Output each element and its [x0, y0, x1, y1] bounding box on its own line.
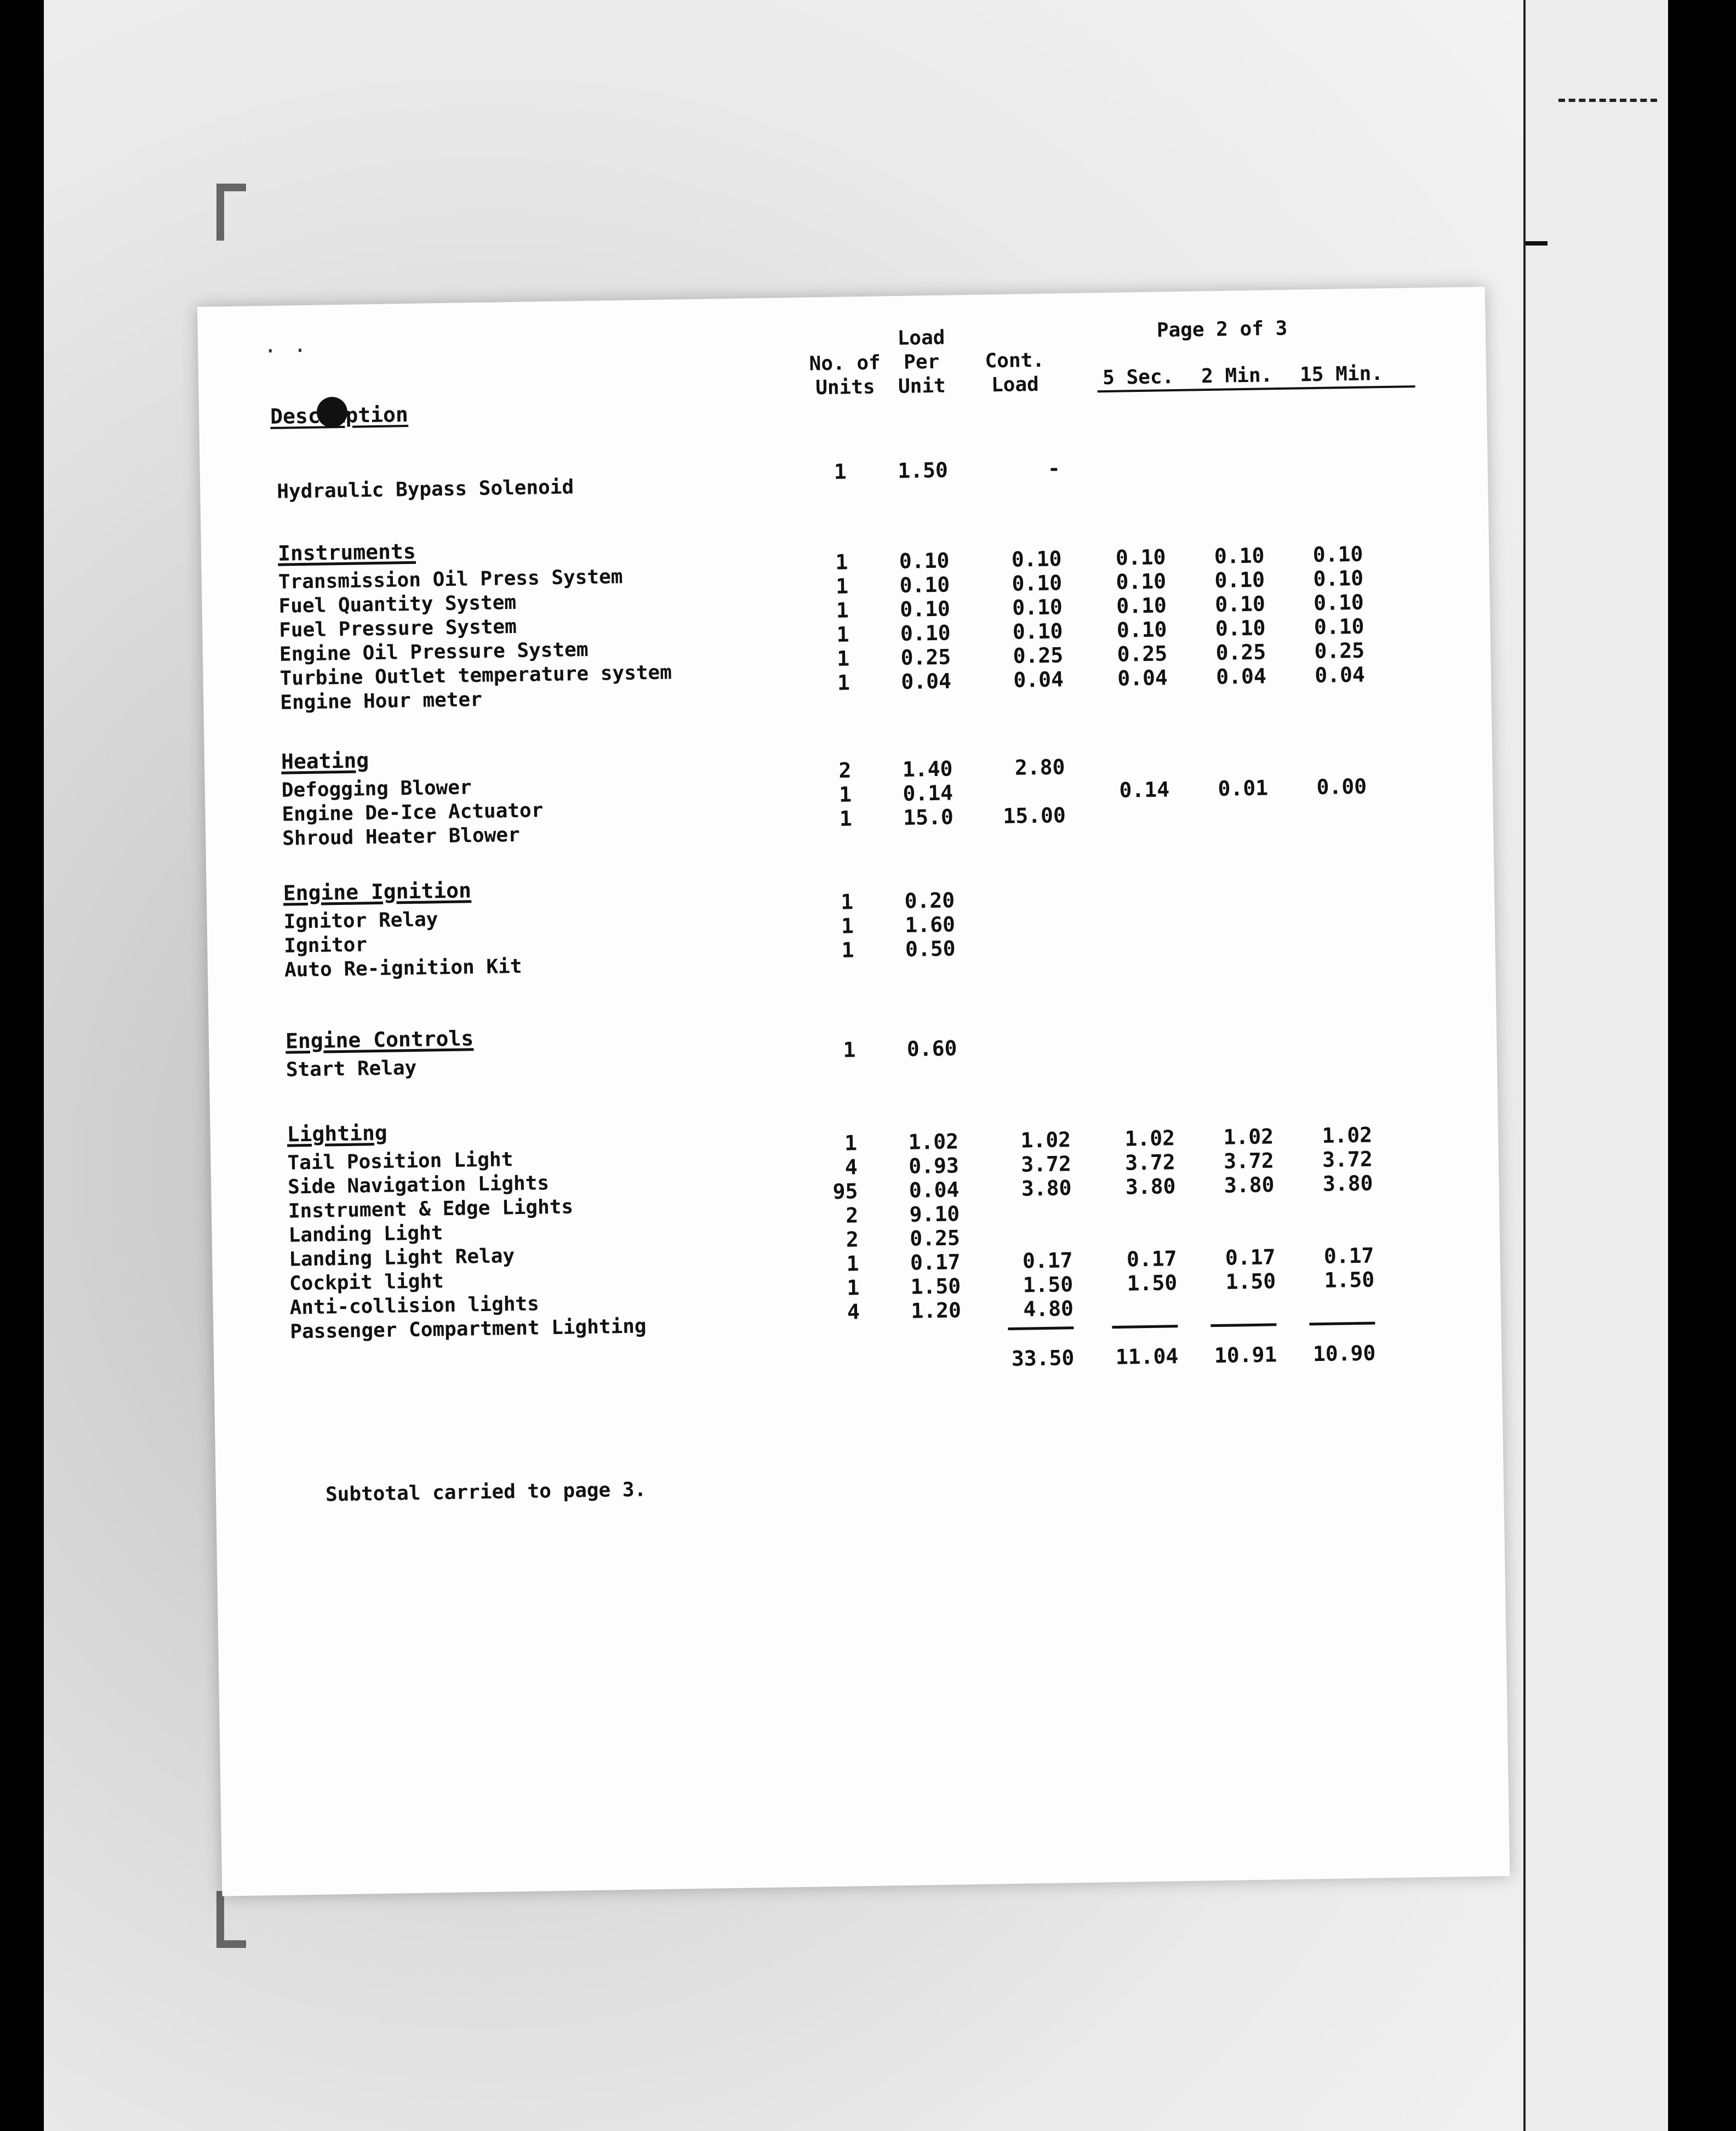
cell-units: 1	[847, 1275, 860, 1300]
min15-header: 15 Min.	[1299, 362, 1384, 386]
item-description: Auto Re-ignition Kit	[284, 955, 522, 982]
total-rule-m15	[1309, 1321, 1375, 1325]
item-description: Ignitor	[284, 933, 368, 958]
section-title: Engine Ignition	[283, 878, 472, 905]
cell-load: 0.04	[901, 669, 952, 694]
cell-units: 1	[844, 1131, 858, 1155]
cell-units: 1	[835, 550, 848, 574]
cell-s5: 0.10	[1116, 593, 1167, 618]
cell-units: 4	[847, 1300, 860, 1324]
item-description: Fuel Quantity System	[278, 591, 517, 618]
item-description: Side Navigation Lights	[287, 1172, 550, 1199]
cell-units: 4	[844, 1155, 858, 1180]
item-description: Engine Hour meter	[280, 688, 483, 714]
cell-load: 1.20	[911, 1298, 962, 1323]
document-page	[197, 287, 1510, 1896]
cell-units: 2	[846, 1227, 859, 1252]
cell-load: 1.40	[902, 756, 953, 782]
cell-m2	[1188, 931, 1270, 932]
cell-load: 0.60	[906, 1036, 957, 1061]
cell-units: 1	[841, 914, 854, 938]
cell-cont	[969, 935, 1067, 936]
total-rule-m2	[1210, 1323, 1276, 1327]
item-description: Fuel Pressure System	[278, 615, 517, 642]
cell-load: 9.10	[909, 1201, 960, 1227]
cell-m2: 1.50	[1225, 1269, 1276, 1294]
edge-tick	[1526, 241, 1547, 246]
cell-s5: 0.25	[1117, 641, 1168, 666]
cell-units: 1	[836, 646, 850, 671]
cell-load: 1.50	[897, 458, 949, 483]
cell-cont	[973, 1224, 1072, 1226]
item-description: Shroud Heater Blower	[282, 823, 521, 850]
cell-cont: 0.10	[1012, 571, 1063, 596]
cell-m15	[1291, 1219, 1373, 1220]
cell-load: 0.10	[899, 596, 951, 622]
cell-s5: 3.72	[1124, 1150, 1176, 1175]
item-description: Defogging Blower	[281, 776, 472, 802]
cell-m15	[1287, 930, 1369, 931]
cell-m15: 0.10	[1313, 590, 1364, 616]
total-rule-cont	[1008, 1326, 1073, 1330]
cell-cont: 0.10	[1011, 546, 1062, 572]
cell-load: 0.25	[909, 1226, 961, 1251]
cell-cont: 15.00	[1003, 803, 1066, 829]
cell-load: 15.0	[903, 805, 954, 830]
cell-units: 1	[838, 782, 852, 807]
section-title: Lighting	[287, 1120, 388, 1147]
total-m2: 10.91	[1214, 1342, 1277, 1368]
item-description: Engine De-Ice Actuator	[282, 799, 544, 826]
cell-s5: 0.17	[1126, 1246, 1177, 1272]
description-header: Description	[270, 402, 409, 429]
cell-s5: 0.04	[1117, 665, 1168, 691]
cell-cont: 0.10	[1012, 619, 1063, 644]
cell-cont	[969, 910, 1067, 912]
cell-load: 1.02	[908, 1129, 959, 1154]
cell-m15: 0.10	[1312, 542, 1363, 567]
cell-cont: 0.04	[1013, 667, 1064, 692]
item-description: Cockpit light	[289, 1270, 444, 1295]
cell-m2	[1187, 907, 1270, 908]
cell-units: 95	[832, 1179, 858, 1204]
cell-m15	[1288, 1030, 1370, 1031]
cell-s5: 1.50	[1127, 1270, 1178, 1296]
cell-m2: 0.10	[1215, 616, 1266, 641]
cell-load: 0.20	[904, 888, 955, 913]
cell-s5	[1089, 909, 1171, 910]
cell-m15: 1.02	[1322, 1123, 1373, 1148]
total-s5: 11.04	[1115, 1344, 1179, 1369]
cell-s5: 3.80	[1125, 1174, 1176, 1199]
cell-load: 0.10	[899, 572, 950, 597]
cell-m2: 1.02	[1223, 1124, 1274, 1149]
cell-cont: 0.17	[1022, 1248, 1073, 1273]
cell-s5	[1082, 454, 1164, 455]
units-header: No. of Units	[809, 351, 881, 400]
cell-m2: 0.17	[1225, 1245, 1276, 1270]
cell-m15: 0.10	[1314, 614, 1364, 640]
cell-units: 2	[845, 1203, 859, 1228]
cell-units: 1	[835, 574, 849, 599]
cell-s5	[1089, 933, 1172, 934]
cell-s5: 0.14	[1119, 777, 1170, 802]
cell-m15: 0.10	[1313, 566, 1364, 591]
item-description: Landing Light Relay	[288, 1245, 515, 1271]
cell-cont	[970, 1034, 1069, 1036]
item-description: Turbine Outlet temperature system	[279, 661, 672, 690]
total-rule-s5	[1112, 1325, 1178, 1329]
item-description: Tail Position Light	[287, 1148, 513, 1175]
cell-cont: 0.10	[1012, 595, 1063, 620]
cell-m2	[1185, 751, 1267, 753]
cell-m2: 3.72	[1223, 1148, 1275, 1173]
cell-m2	[1190, 1031, 1272, 1032]
item-description: Landing Light	[288, 1222, 443, 1247]
item-description: Passenger Compartment Lighting	[290, 1315, 647, 1343]
cell-units: 1	[843, 1038, 856, 1062]
cell-cont: 1.02	[1020, 1127, 1071, 1153]
total-m15: 10.90	[1312, 1341, 1376, 1366]
cell-s5: 1.02	[1124, 1126, 1175, 1151]
cell-cont	[968, 886, 1067, 888]
cell-load: 0.93	[908, 1153, 960, 1178]
cell-cont: 3.80	[1021, 1176, 1072, 1201]
subtotal-note: Subtotal carried to page 3.	[325, 1478, 647, 1506]
cell-load: 0.17	[910, 1250, 961, 1275]
cell-units: 1	[846, 1251, 859, 1276]
item-description: Anti-collision lights	[289, 1292, 540, 1319]
cell-units: 1	[840, 890, 854, 914]
cell-cont: 1.50	[1023, 1272, 1073, 1297]
cell-load: 0.25	[900, 645, 951, 670]
item-description: Ignitor Relay	[283, 908, 438, 933]
cell-units: 1	[836, 598, 849, 623]
cell-cont: 3.72	[1020, 1152, 1072, 1177]
cell-cont: 4.80	[1023, 1296, 1074, 1321]
cell-units: 1	[837, 670, 850, 695]
cell-m15: 0.17	[1323, 1243, 1374, 1268]
cell-units: 2	[838, 758, 852, 783]
min2-header: 2 Min.	[1201, 364, 1273, 388]
cell-m2: 0.01	[1218, 776, 1269, 801]
right-edge-strip	[1523, 0, 1668, 2131]
section-title: Heating	[281, 748, 369, 774]
crop-mark-bottom	[216, 1891, 246, 1948]
item-description: Engine Oil Pressure System	[279, 638, 589, 666]
cell-s5	[1094, 1222, 1176, 1223]
item-description: Transmission Oil Press System	[278, 565, 623, 594]
cell-m15	[1286, 882, 1368, 883]
dashed-line	[1558, 99, 1657, 102]
cell-m2: 0.10	[1214, 567, 1265, 592]
cell-cont: 2.80	[1014, 755, 1065, 780]
cell-load: 0.10	[900, 620, 951, 646]
cell-m2: 0.04	[1215, 664, 1267, 689]
cell-m15: 0.25	[1314, 638, 1365, 664]
cell-s5	[1091, 1033, 1173, 1034]
cell-units: 1	[836, 622, 849, 647]
cell-units: 1	[833, 459, 847, 484]
cell-s5	[1087, 753, 1169, 754]
cell-m15	[1284, 750, 1366, 751]
page-number: Page 2 of 3	[1156, 317, 1288, 342]
cont-load-header: Cont. Load	[985, 349, 1045, 397]
cell-m15	[1279, 452, 1361, 453]
cell-units: 1	[841, 938, 854, 962]
cell-units: 1	[839, 806, 853, 831]
cell-m2: 3.80	[1224, 1172, 1275, 1198]
cell-m15: 3.80	[1322, 1171, 1373, 1196]
cell-cont: 0.25	[1013, 643, 1064, 668]
cell-m2: 0.10	[1214, 543, 1265, 568]
section-title: Instruments	[277, 539, 416, 566]
cell-s5: 0.10	[1116, 569, 1167, 594]
cell-cont: -	[1047, 456, 1061, 481]
cell-s5	[1089, 885, 1171, 886]
cell-load: 0.10	[899, 548, 950, 573]
cell-s5: 0.10	[1115, 545, 1166, 570]
cell-load: 0.14	[903, 780, 953, 806]
cell-load: 0.04	[909, 1177, 960, 1203]
item-description: Hydraulic Bypass Solenoid	[276, 476, 574, 503]
crop-mark-top	[216, 184, 246, 241]
cell-m2	[1180, 453, 1263, 454]
cell-load: 1.50	[910, 1274, 961, 1299]
cell-m15: 0.00	[1316, 774, 1367, 800]
item-description: Start Relay	[285, 1056, 417, 1081]
cell-m15: 1.50	[1324, 1267, 1375, 1292]
load-per-unit-header: Load Per Unit	[897, 326, 946, 398]
cell-m15: 0.04	[1314, 662, 1366, 688]
cell-load: 1.60	[905, 912, 956, 937]
total-cont: 33.50	[1011, 1346, 1075, 1371]
stray-marks: ··	[263, 338, 323, 364]
section-title: Engine Controls	[285, 1026, 474, 1053]
cell-s5: 0.10	[1116, 617, 1167, 642]
item-description: Instrument & Edge Lights	[288, 1195, 574, 1223]
cell-m2	[1187, 883, 1270, 884]
cell-m2: 0.25	[1215, 640, 1266, 665]
sec5-header: 5 Sec.	[1102, 366, 1174, 390]
cell-m2	[1192, 1221, 1275, 1222]
cell-m15	[1286, 906, 1368, 907]
cell-m15: 3.72	[1322, 1147, 1373, 1172]
cell-m2: 0.10	[1214, 591, 1266, 617]
cell-load: 0.50	[905, 936, 956, 961]
